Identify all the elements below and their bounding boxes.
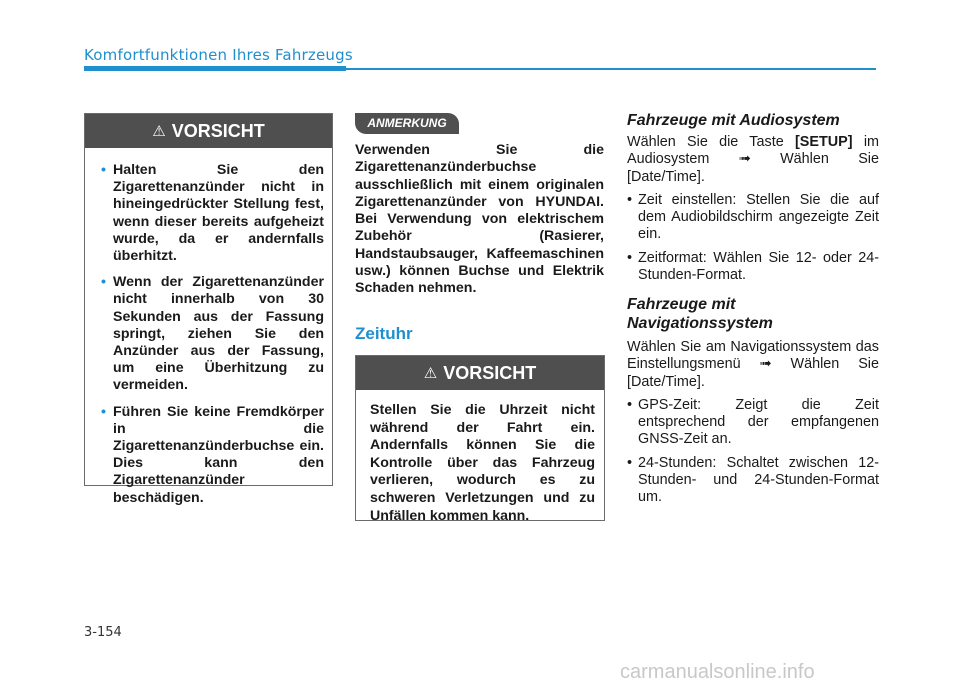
audio-heading: Fahrzeuge mit Audiosystem (627, 112, 840, 129)
caution-box-left (84, 113, 333, 506)
note-text: Verwenden Sie die Zigarettenanzünderbuchse ausschließlich mit einem originalen Zigarettenanzünder von HYUNDAI. Bei Verwendung von elektrischem Zubehör (Rasierer, Handstaubsauger, Kaffeemaschinen usw.) können Buchse und Elektrik Schaden nehmen. (355, 142, 604, 297)
caution-box-middle (355, 355, 605, 524)
audio-section (627, 111, 879, 284)
header-title: Komfortfunktionen Ihres Fahrzeugs (84, 46, 353, 64)
header-rule-thick (84, 66, 346, 71)
caution-header (85, 114, 332, 148)
audio-intro (627, 134, 879, 186)
list-item: • Zeitformat: Wählen Sie 12- oder 24-Stunden-Format. (627, 250, 879, 285)
header-rule-thin (346, 68, 876, 70)
nav-heading-line1: Fahrzeuge mit (627, 296, 736, 313)
section-title: Zeituhr (355, 324, 413, 343)
audio-intro-before: Wählen Sie die Taste (627, 134, 784, 150)
caution-text: Stellen Sie die Uhrzeit nicht während der Fahrt ein. Andernfalls können Sie die Kontrolle über das Fahrzeug verlieren, wodurch es zu schweren Verletzungen und zu Unfällen kommen kann. (370, 402, 595, 524)
watermark: carmanualsonline.info (620, 661, 815, 683)
caution-label: VORSICHT (443, 363, 537, 383)
nav-section (627, 295, 879, 507)
audio-list (627, 192, 879, 284)
caution-item: • Halten Sie den Zigarettenanzünder nicht in hineingedrückter Stellung fest, wenn dieser bereits aufgeheizt wurde, da er andernfalls überhitzt. (101, 162, 324, 265)
audio-intro-after: im Audiosystem ➟ Wählen Sie [Date/Time]. (627, 134, 880, 185)
caution-item: • Führen Sie keine Fremdkörper in die Zigarettenanzünderbuchse ein. Dies kann den Zigarettenanzünder beschädigen. (101, 404, 324, 507)
warning-triangle-icon: ⚠ (423, 365, 438, 382)
nav-heading-line2: Navigationssystem (627, 315, 773, 332)
caution-label: VORSICHT (171, 121, 265, 141)
nav-intro: Wählen Sie am Navigationssystem das Einstellungsmenü ➟ Wählen Sie [Date/Time]. (627, 339, 879, 390)
list-item: • GPS-Zeit: Zeigt die Zeit entsprechend der empfangenen GNSS-Zeit an. (627, 397, 879, 449)
page-number: 3-154 (84, 625, 122, 640)
nav-list (627, 397, 879, 507)
list-item: • Zeit einstellen: Stellen Sie die auf dem Audiobildschirm angezeigte Zeit ein. (627, 192, 879, 244)
caution-list (85, 148, 332, 526)
note-tag: ANMERKUNG (355, 113, 459, 134)
setup-key-label: [SETUP] (794, 134, 853, 150)
list-item: • 24-Stunden: Schaltet zwischen 12-Stunden- und 24-Stunden-Format um. (627, 455, 879, 507)
warning-triangle-icon: ⚠ (152, 123, 166, 140)
nav-heading (627, 295, 879, 333)
caution-item: • Wenn der Zigarettenanzünder nicht innerhalb von 30 Sekunden aus der Fassung springt, ziehen Sie den Anzünder aus der Fassung, um eine Überhitzung zu vermeiden. (101, 274, 324, 394)
caution-header (356, 356, 604, 390)
